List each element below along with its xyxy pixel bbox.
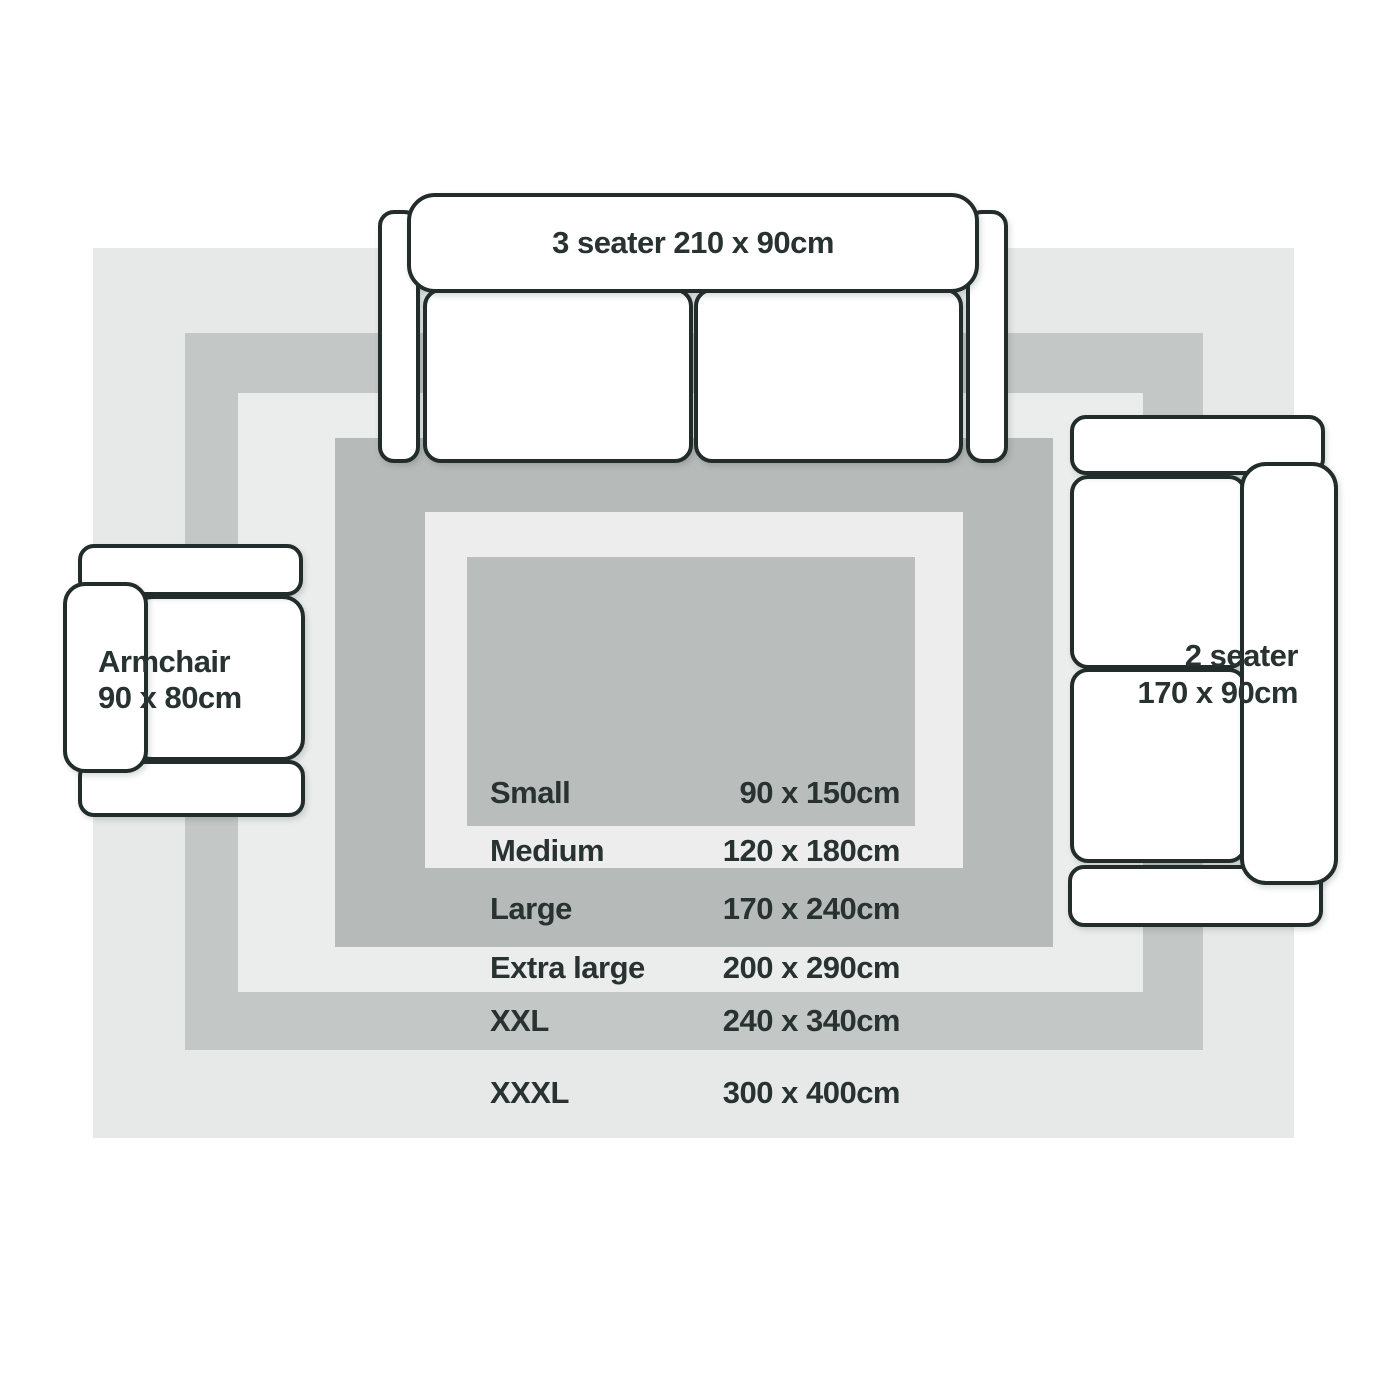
sofa3-seat-cushion-right (694, 288, 963, 463)
armchair (63, 544, 305, 817)
sofa3-seat-cushion-left (423, 288, 693, 463)
sofa2-label: 2 seater 170 x 90cm (1137, 638, 1298, 710)
size-value: 120 x 180cm (722, 833, 900, 868)
size-row-extra-large (490, 950, 900, 986)
armchair-label: Armchair 90 x 80cm (98, 644, 242, 715)
size-label: Extra large (490, 950, 645, 985)
three-seater-sofa (378, 193, 1008, 463)
size-label: Medium (490, 833, 605, 868)
size-value: 90 x 150cm (739, 775, 900, 810)
size-row-large (490, 891, 900, 927)
size-value: 240 x 340cm (722, 1003, 900, 1038)
size-label: XXXL (490, 1075, 569, 1110)
size-label: XXL (490, 1003, 549, 1038)
size-value: 300 x 400cm (722, 1075, 900, 1110)
size-value: 200 x 290cm (722, 950, 900, 985)
size-row-xxl (490, 1003, 900, 1039)
size-row-xxxl (490, 1075, 900, 1111)
size-value: 170 x 240cm (722, 891, 900, 926)
size-label: Small (490, 775, 571, 810)
size-label: Large (490, 891, 572, 926)
sofa3-label: 3 seater 210 x 90cm (552, 225, 834, 260)
size-row-small (490, 775, 900, 811)
size-row-medium (490, 833, 900, 869)
two-seater-sofa (1068, 415, 1338, 927)
